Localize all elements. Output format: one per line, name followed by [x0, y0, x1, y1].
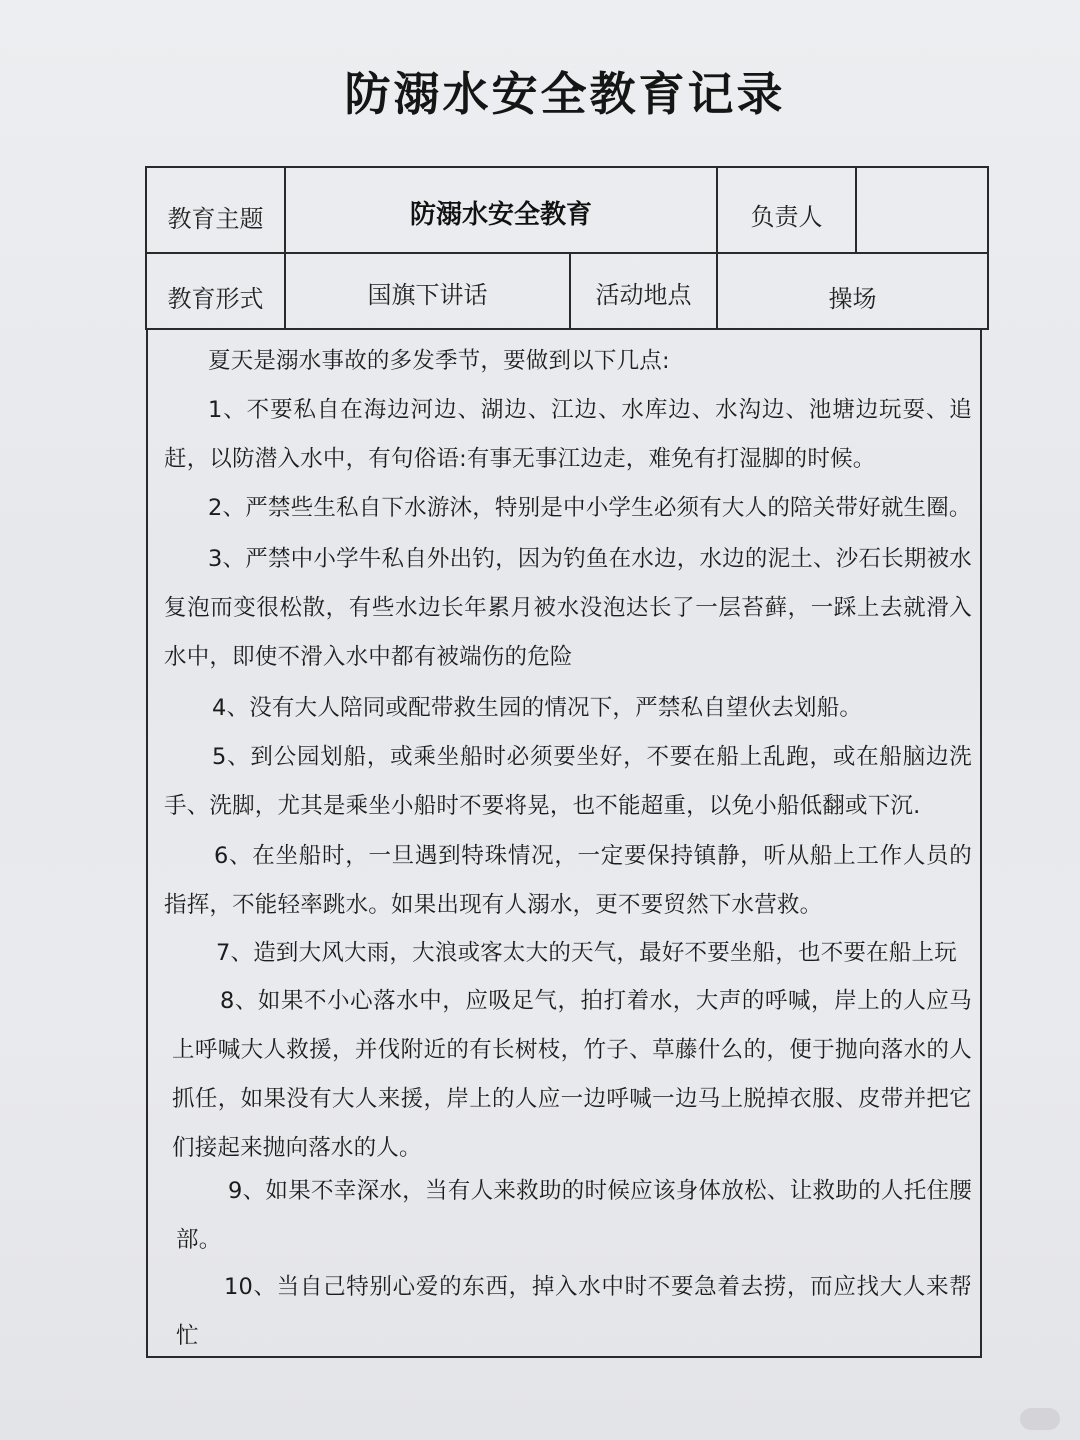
owner-label: 负责人 — [750, 202, 823, 231]
location-value: 操场 — [828, 284, 877, 313]
topic-label: 教育主题 — [167, 204, 264, 233]
header-table — [145, 166, 989, 330]
content-box — [146, 329, 982, 1358]
form-value: 国旗下讲话 — [367, 280, 488, 309]
list-item: 7、造到大风大雨，大浪或客太大的天气，最好不要坐船，也不要在船上玩 — [216, 940, 957, 966]
owner-value — [857, 168, 987, 252]
form-label: 教育形式 — [167, 284, 264, 313]
list-item: 6、在坐船时，一旦遇到特珠情况，一定要保持镇静，听从船上工作人员的指挥，不能轻率跳水。如果出现有人溺水，更不要贸然下水营救。 — [164, 843, 972, 918]
watermark-spot — [1020, 1408, 1060, 1430]
list-item: 1、不要私自在海边河边、湖边、江边、水库边、水沟边、池塘边玩耍、追赶，以防潜入水中，有句俗语:有事无事江边走，难免有打湿脚的时候。 — [164, 397, 972, 472]
intro-paragraph: 夏天是溺水事故的多发季节，要做到以下几点: — [208, 348, 670, 374]
list-item: 8、如果不小心落水中，应吸足气，拍打着水，大声的呼喊，岸上的人应马上呼喊大人救援，并伐附近的有长树枝，竹子、草藤什么的，便于抛向落水的人抓任，如果没有大人来援，岸上的人应一边呼喊一边马上脱掉衣服、皮带并把它们接起来抛向落水的人。 — [172, 988, 972, 1161]
list-item: 10、当自己特别心爱的东西，掉入水中时不要急着去捞，而应找大人来帮忙 — [176, 1274, 972, 1349]
list-item: 4、没有大人陪同或配带救生园的情况下，严禁私自望伙去划船。 — [212, 695, 863, 721]
list-item: 9、如果不幸深水，当有人来救助的时候应该身体放松、让救助的人托住腰部。 — [176, 1178, 972, 1253]
list-item: 3、严禁中小学牛私自外出钓，因为钓鱼在水边，水边的泥土、沙石长期被水复泡而变很松散，有些水边长年累月被水没泡达长了一层苔藓，一踩上去就滑入水中，即使不滑入水中都有被端伤的危险 — [164, 546, 972, 670]
document-title: 防溺水安全教育记录 — [344, 67, 786, 121]
topic-value: 防溺水安全教育 — [409, 199, 592, 230]
location-label: 活动地点 — [595, 280, 692, 309]
list-item: 2、严禁些生私自下水游沐，特别是中小学生必须有大人的陪关带好就生圈。 — [208, 495, 972, 521]
list-item: 5、到公园划船，或乘坐船时必须要坐好，不要在船上乱跑，或在船脑边洗手、洗脚，尤其是乘坐小船时不要将晃，也不能超重，以免小船低翻或下沉. — [164, 744, 972, 819]
